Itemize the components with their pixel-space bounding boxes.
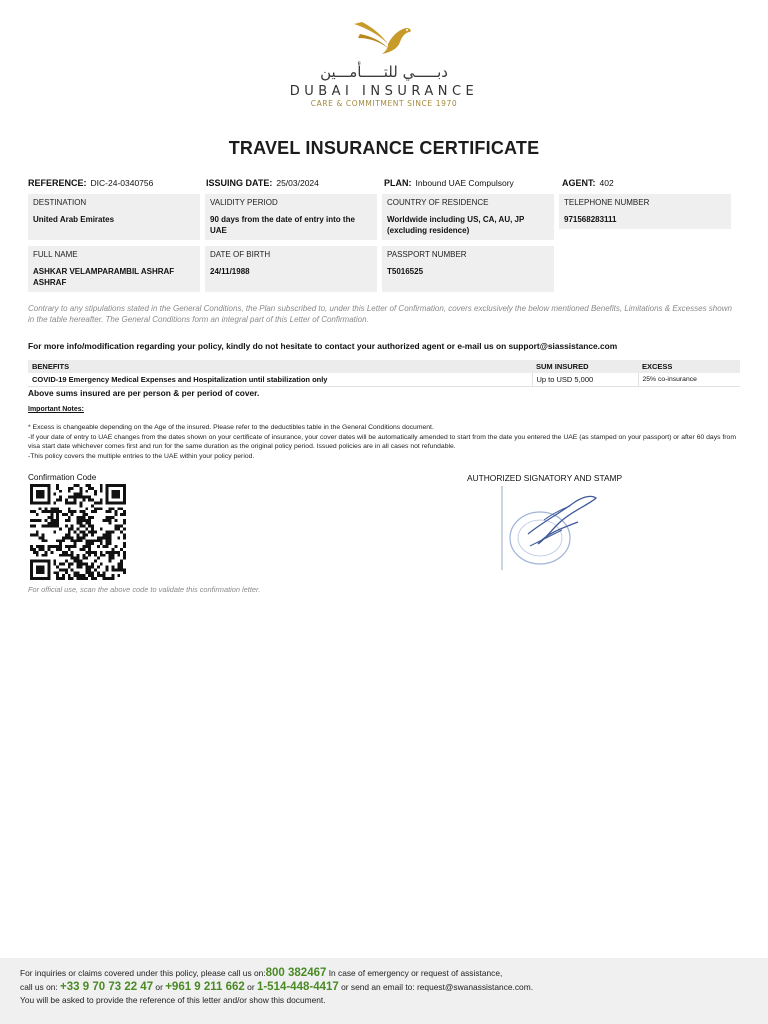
- company-tagline: CARE & COMMITMENT SINCE 1970: [310, 99, 458, 108]
- agent-field: [562, 178, 740, 188]
- footer-line1: For inquiries or claims covered under this policy, please call us on:: [20, 968, 266, 978]
- excess-header: EXCESS: [638, 360, 740, 373]
- validity-value: 90 days from the date of entry into the UAE: [210, 215, 355, 235]
- phone-lebanon-link[interactable]: +961 9 211 662: [165, 980, 245, 993]
- residence-label: COUNTRY OF RESIDENCE: [387, 198, 489, 207]
- footer: [0, 958, 768, 1024]
- destination-label: DESTINATION: [33, 198, 87, 207]
- footer-or: or: [244, 981, 257, 992]
- signature-stamp-icon: [500, 484, 604, 576]
- issuing-date-key: ISSUING DATE:: [206, 178, 273, 188]
- phone-france-link[interactable]: +33 9 70 73 22 47: [60, 980, 154, 993]
- falcon-logo-icon: [352, 18, 416, 58]
- company-logo: [0, 18, 768, 108]
- note-line: -If your date of entry to UAE changes from the dates shown on your certificate of insurance, your cover dates will be automatically amended to start from the date you entered the UAE (as stamped on your passport) or after 60 days from visa start date whichever comes first and run for the same duration as the original policy period. Issued policies are in all cases not refundable.: [28, 433, 736, 451]
- full-name-value: ASHKAR VELAMPARAMBIL ASHRAF ASHRAF: [33, 267, 175, 287]
- company-name-arabic: دبـــــي للتـــــأمـــين: [320, 63, 448, 81]
- footer-line1-end: In case of emergency or request of assistance,: [326, 968, 503, 978]
- reference-key: REFERENCE:: [28, 178, 87, 188]
- company-name: DUBAI INSURANCE: [289, 84, 479, 99]
- full-name-box: [28, 246, 200, 292]
- benefits-header: BENEFITS: [28, 360, 532, 373]
- benefits-table: [28, 360, 740, 387]
- plan-field: [384, 178, 562, 188]
- footer-line2: call us on:: [20, 981, 61, 992]
- scan-note: For official use, scan the above code to validate this confirmation letter.: [28, 585, 261, 594]
- destination-value: United Arab Emirates: [33, 215, 115, 224]
- passport-box: [382, 246, 554, 292]
- destination-box: [28, 194, 200, 240]
- validity-label: VALIDITY PERIOD: [210, 198, 278, 207]
- full-name-label: FULL NAME: [33, 250, 78, 259]
- document-title: TRAVEL INSURANCE CERTIFICATE: [228, 138, 540, 158]
- validity-box: [205, 194, 377, 240]
- telephone-value: 971568283111: [564, 215, 617, 224]
- dob-value: 24/11/1988: [210, 267, 250, 276]
- telephone-label: TELEPHONE NUMBER: [564, 198, 650, 207]
- telephone-box: [559, 194, 731, 229]
- residence-value: Worldwide including US, CA, AU, JP (excluding residence): [387, 215, 525, 235]
- dob-label: DATE OF BIRTH: [210, 250, 271, 259]
- agent-value: 402: [599, 178, 614, 188]
- excess-cell: 25% co-insurance: [638, 373, 740, 387]
- reference-value: DIC-24-0340756: [90, 178, 154, 188]
- footer-text: [20, 967, 750, 1008]
- table-row: [28, 373, 740, 387]
- confirmation-code-label: Confirmation Code: [28, 473, 97, 482]
- note-line: -This policy covers the multiple entries to the UAE within your policy period.: [28, 452, 255, 460]
- important-notes: [28, 423, 740, 461]
- benefit-cell: COVID-19 Emergency Medical Expenses and Hospitalization until stabilization only: [28, 373, 532, 387]
- sums-insured-note: Above sums insured are per person & per period of cover.: [28, 388, 260, 398]
- disclaimer-text: Contrary to any stipulations stated in the General Conditions, the Plan subscribed to, under this Letter of Confirmation, covers exclusively the below mentioned Benefits, Limitations & Excesses shown in the table hereafter. The General Conditions form an integral part of this Letter of Confirmation.: [28, 304, 732, 324]
- passport-value: T5016525: [387, 267, 424, 276]
- important-notes-heading: Important Notes:: [28, 406, 84, 413]
- table-header-row: [28, 360, 740, 373]
- footer-line3: You will be asked to provide the reference of this letter and/or show this document.: [20, 995, 326, 1006]
- plan-value: Inbound UAE Compulsory: [415, 178, 514, 188]
- issuing-date-field: [206, 178, 384, 188]
- reference-row: [28, 178, 740, 188]
- dob-box: [205, 246, 377, 292]
- footer-email-text: or send an email to: request@swanassistance.com.: [338, 981, 534, 992]
- agent-key: AGENT:: [562, 178, 596, 188]
- passport-label: PASSPORT NUMBER: [387, 250, 467, 259]
- reference-field: [28, 178, 206, 188]
- residence-box: [382, 194, 554, 240]
- confirmation-qr-code[interactable]: [27, 484, 129, 580]
- plan-key: PLAN:: [384, 178, 412, 188]
- issuing-date-value: 25/03/2024: [276, 178, 319, 188]
- phone-main-link[interactable]: 800 382467: [265, 967, 327, 979]
- footer-or: or: [153, 981, 166, 992]
- sum-insured-cell: Up to USD 5,000: [532, 373, 638, 387]
- note-line: * Excess is changeable depending on the Age of the insured. Please refer to the deductibles table in the General Conditions document.: [28, 424, 434, 431]
- phone-canada-link[interactable]: 1-514-448-4417: [256, 980, 339, 993]
- sum-insured-header: SUM INSURED: [532, 360, 638, 373]
- contact-line: For more info/modification regarding your policy, kindly do not hesitate to contact your authorized agent or e-mail us on support@siassistance.com: [28, 341, 618, 351]
- signatory-label: AUTHORIZED SIGNATORY AND STAMP: [467, 473, 623, 483]
